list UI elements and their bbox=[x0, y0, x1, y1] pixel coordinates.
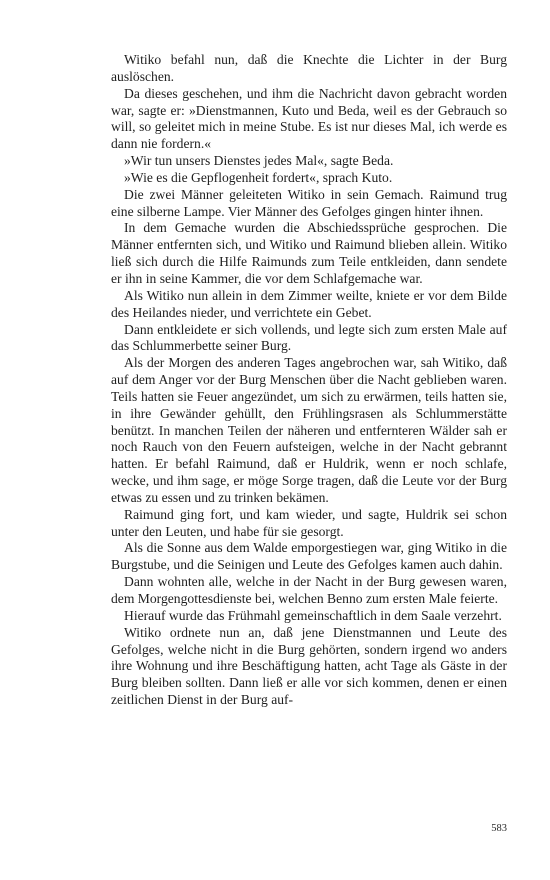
paragraph: Als Witiko nun allein in dem Zimmer weilte, kniete er vor dem Bilde des Heilandes nieder, und verrichtete ein Gebet. bbox=[111, 287, 507, 320]
body-text bbox=[111, 52, 507, 709]
paragraph: Die zwei Männer geleiteten Witiko in sein Gemach. Raimund trug eine silberne Lampe. Vier Männer des Gefolges gingen hinter ihnen. bbox=[111, 186, 507, 219]
paragraph: Dann entkleidete er sich vollends, und legte sich zum ersten Male auf das Schlummerbette seiner Burg. bbox=[111, 321, 507, 354]
paragraph: Da dieses geschehen, und ihm die Nachricht davon gebracht worden war, sagte er: »Dienstmannen, Kuto und Beda, weil es der Gebrauch so will, so geleitet mich in meine Stube. Es ist nur dieses Mal, ich werde es dann nie fordern.« bbox=[111, 85, 507, 152]
paragraph: »Wir tun unsers Dienstes jedes Mal«, sagte Beda. bbox=[124, 153, 394, 169]
paragraph: Dann wohnten alle, welche in der Nacht in der Burg gewesen waren, dem Morgengottesdienste bei, welchen Benno zum ersten Male feierte. bbox=[111, 574, 507, 606]
paragraph: In dem Gemache wurden die Abschiedssprüche gesprochen. Die Männer entfernten sich, und Witiko und Raimund blieben allein. Witiko ließ sich durch die Hilfe Raimunds zum Teile entkleiden, dann sendete er ihn in seine Kammer, die vor dem Schlafgemache war. bbox=[111, 220, 507, 286]
paragraph: Als der Morgen des anderen Tages angebrochen war, sah Witiko, daß auf dem Anger vor der Burg Menschen über die Nacht geblieben waren. Teils hatten sie Feuer angezündet, um sich zu erwärmen, teils hatten sie, in ihre Gewänder gehüllt, den Frühlingsrasen als Schlummerstätte benützt. In manchen Teilen der näheren und entfernteren Wälder sah er noch Rauch von den Feuern aufsteigen, welche in der Nacht gebrannt hatten. Er befahl Raimund, daß er Huldrik, wenn er noch schlafe, wecke, und ihm sage, er möge Sorge tragen, daß die Leute vor der Burg etwas zu essen und zu trinken bekämen. bbox=[111, 355, 507, 505]
paragraph: Witiko ordnete nun an, daß jene Dienstmannen und Leute des Gefolges, welche nicht in die Burg gehörten, sondern irgend wo anders ihre Wohnung und ihre Beschäftigung hatten, acht Tage als Gäste in der Burg bleiben sollten. Dann ließ er alle vor sich kommen, denen er einen zeitlichen Dienst in der Burg auf- bbox=[111, 624, 507, 708]
paragraph: »Wie es die Gepflogenheit fordert«, sprach Kuto. bbox=[124, 169, 393, 185]
paragraph: Als die Sonne aus dem Walde emporgestiegen war, ging Witiko in die Burgstube, und die Seinigen und Leute des Gefolges kamen auch dahin. bbox=[111, 540, 507, 573]
paragraph: Witiko befahl nun, daß die Knechte die Lichter in der Burg auslöschen. bbox=[111, 52, 507, 84]
paragraph: Raimund ging fort, und kam wieder, und sagte, Huldrik sei schon unter den Leuten, und habe für sie gesorgt. bbox=[111, 506, 507, 539]
paragraph: Hierauf wurde das Frühmahl gemeinschaftlich in dem Saale verzehrt. bbox=[124, 607, 502, 623]
page-number: 583 bbox=[491, 823, 507, 834]
